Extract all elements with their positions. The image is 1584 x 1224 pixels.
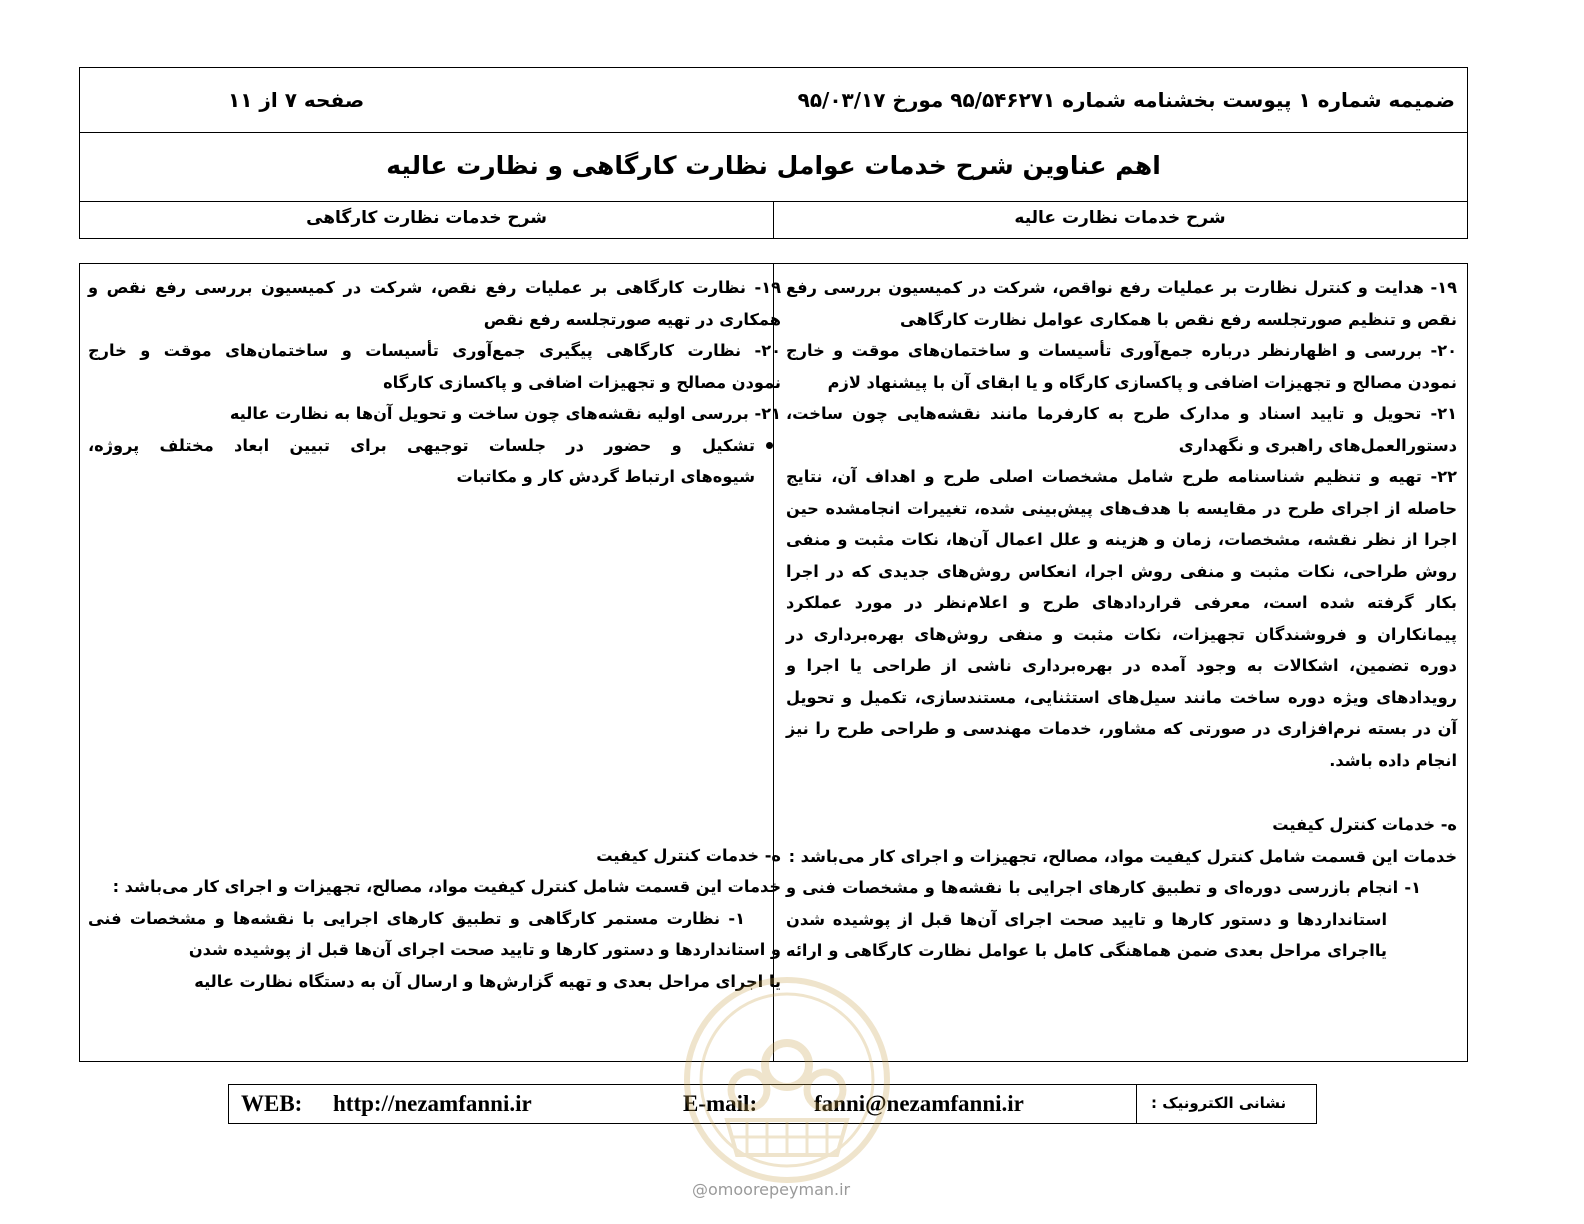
text-line: پیمانکاران و فروشندگان تجهیزات، نکات مثبت و منفی روش‌های بهره‌برداری در bbox=[786, 624, 1457, 644]
quality-control-item: یا اجرای مراحل بعدی و تهیه گزارش‌ها و ارسال آن به دستگاه نظارت عالیه bbox=[194, 971, 781, 991]
quality-control-intro: خدمات این قسمت شامل کنترل کیفیت مواد، مصالح، تجهیزات و اجرای کار می‌باشد : bbox=[788, 846, 1457, 866]
quality-control-item: و استانداردها و دستور کارها و تایید صحت اجرای آن‌ها قبل از پوشیده شدن bbox=[188, 940, 781, 959]
quality-control-item: ۱- نظارت مستمر کارگاهی و تطبیق کارهای اجرایی با نقشه‌ها و مشخصات فنی bbox=[88, 908, 745, 928]
high-supervision-column bbox=[774, 264, 1467, 1061]
column-header-high-supervision: شرح خدمات نظارت عالیه bbox=[1014, 208, 1226, 228]
quality-control-intro: خدمات این قسمت شامل کنترل کیفیت مواد، مصالح، تجهیزات و اجرای کار می‌باشد : bbox=[112, 877, 781, 896]
text-line: آن در بسته نرم‌افزاری در صورتی که مشاور، خدمات مهندسی و طراحی طرح را نیز bbox=[786, 719, 1457, 738]
text-line: نمودن مصالح و تجهیزات اضافی و پاکسازی کارگاه bbox=[383, 372, 781, 392]
text-line: دوره تضمین، اشکالات به وجود آمده در بهره‌برداری ناشی از طراحی یا اجرا و bbox=[786, 656, 1457, 675]
page-number: صفحه ۷ از ۱۱ bbox=[228, 88, 365, 112]
quality-control-item: ۱- انجام بازرسی دوره‌ای و تطبیق کارهای اجرایی با نقشه‌ها و مشخصات فنی و bbox=[786, 878, 1421, 897]
text-line: ۲۲- تهیه و تنظیم شناسنامه طرح شامل مشخصات اصلی طرح و اهداف آن، نتایج bbox=[786, 467, 1457, 486]
column-header-site-supervision: شرح خدمات نظارت کارگاهی bbox=[306, 208, 547, 228]
services-table-body bbox=[79, 263, 1468, 1062]
quality-control-item: استانداردها و دستور کارها و تایید صحت اجرای آن‌ها قبل از پوشیده شدن bbox=[786, 909, 1387, 929]
appendix-reference: ضمیمه شماره ۱ پیوست بخشنامه شماره ۹۵/۵۴۶۲۷۱ مورخ ۹۵/۰۳/۱۷ bbox=[797, 88, 1455, 112]
bullet-text: تشکیل و حضور در جلسات توجیهی برای تبیین ابعاد مختلف پروژه، bbox=[88, 435, 755, 455]
section-heading-quality-control: ه- خدمات کنترل کیفیت bbox=[1272, 815, 1457, 834]
text-line: اجرا از نظر نقشه، مشخصات، زمان و هزینه و علل اعمال آن‌ها، نکات مثبت و منفی bbox=[786, 530, 1457, 549]
email-label: E-mail: bbox=[683, 1091, 758, 1116]
text-line: دستورالعمل‌های راهبری و نگهداری bbox=[1178, 435, 1457, 455]
text-line: ۲۰- بررسی و اظهارنظر درباره جمع‌آوری تأسیسات و ساختمان‌های موقت و خارج bbox=[786, 341, 1457, 360]
watermark-text: @omoorepeyman.ir bbox=[692, 1180, 851, 1199]
title-row bbox=[79, 132, 1468, 202]
quality-control-item: یااجرای مراحل بعدی ضمن هماهنگی کامل با عوامل نظارت کارگاهی و ارائه bbox=[786, 941, 1387, 960]
text-line: نمودن مصالح و تجهیزات اضافی و پاکسازی کارگاه و یا ابقای آن با پیشنهاد لازم bbox=[827, 372, 1457, 392]
text-line: ۲۱- تحویل و تایید اسناد و مدارک طرح به کارفرما مانند نقشه‌هایی چون ساخت، bbox=[786, 404, 1457, 423]
text-line: ۱۹- هدایت و کنترل نظارت بر عملیات رفع نواقص، شرکت در کمیسیون بررسی رفع bbox=[786, 278, 1457, 297]
text-line: نقص و تنظیم صورتجلسه رفع نقص با همکاری عوامل نظارت کارگاهی bbox=[899, 309, 1457, 329]
text-line: انجام داده باشد. bbox=[1329, 750, 1457, 770]
bullet-continuation: شیوه‌های ارتباط گردش کار و مکاتبات bbox=[456, 467, 755, 486]
page-title: اهم عناوین شرح خدمات عوامل نظارت کارگاهی و نظارت عالیه bbox=[386, 151, 1161, 180]
text-line: ۲۰- نظارت کارگاهی پیگیری جمع‌آوری تأسیسات و ساختمان‌های موقت و خارج bbox=[88, 341, 781, 360]
bullet-item bbox=[88, 430, 781, 462]
electronic-address-label: نشانی الکترونیک : bbox=[1151, 1094, 1287, 1112]
text-line: ۱۹- نظارت کارگاهی بر عملیات رفع نقص، شرکت در کمیسیون بررسی رفع نقص و bbox=[88, 278, 781, 297]
text-line: رویدادهای ویژه دوره ساخت مانند سیل‌های استثنایی، مستندسازی، تکمیل و تحویل bbox=[786, 687, 1457, 707]
website-link[interactable]: http://nezamfanni.ir bbox=[333, 1091, 532, 1116]
column-headers bbox=[79, 201, 1468, 239]
text-line: روش طراحی، نکات مثبت و منفی روش اجرا، انعکاس روش‌های جدیدی که در اجرا bbox=[786, 561, 1457, 581]
text-line: ۲۱- بررسی اولیه نقشه‌های چون ساخت و تحویل آن‌ها به نظارت عالیه bbox=[229, 404, 781, 423]
footer-divider bbox=[1136, 1085, 1137, 1123]
section-heading-quality-control: ه- خدمات کنترل کیفیت bbox=[596, 845, 781, 865]
header-reference-row bbox=[79, 67, 1468, 133]
web-label: WEB: bbox=[241, 1091, 303, 1116]
text-line: حاصله از اجرای طرح در مقایسه با هدف‌های پیش‌بینی شده، تغییرات انجامشده حین bbox=[786, 498, 1457, 518]
text-line: همکاری در تهیه صورتجلسه رفع نقص bbox=[483, 309, 781, 329]
text-line: بکار گرفته شده است، معرفی قراردادهای طرح و اعلام‌نظر در مورد عملکرد bbox=[786, 593, 1457, 612]
bullet-icon bbox=[766, 442, 773, 449]
email-link[interactable]: fanni@nezamfanni.ir bbox=[814, 1091, 1024, 1116]
footer-contact-bar bbox=[228, 1084, 1317, 1124]
site-supervision-column bbox=[80, 264, 791, 1061]
